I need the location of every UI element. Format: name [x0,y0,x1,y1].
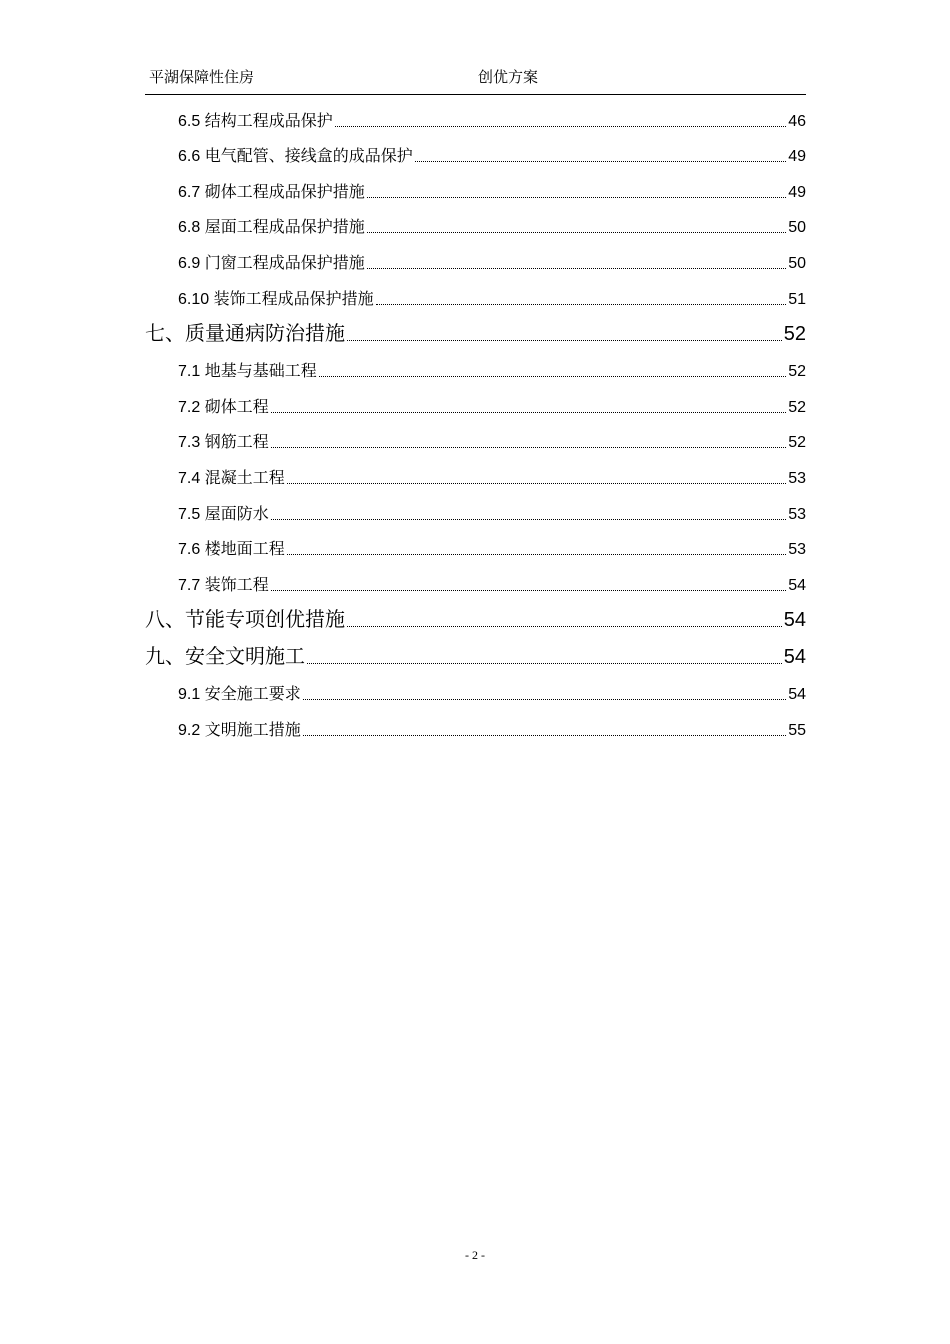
toc-chapter-entry[interactable] [145,633,806,670]
toc-entry-page: 53 [788,505,806,523]
toc-section-entry[interactable] [145,167,806,203]
toc-section-entry[interactable] [145,382,806,418]
toc-entry-title: 6.9 门窗工程成品保护措施 [178,254,365,272]
toc-entry-title: 6.5 结构工程成品保护 [178,112,333,130]
toc-dot-leader [271,590,787,591]
toc-entry-title: 7.5 屋面防水 [178,505,269,523]
toc-section-entry[interactable] [145,203,806,239]
toc-dot-leader [376,304,787,305]
toc-dot-leader [271,519,787,520]
page-number: - 2 - [465,1248,485,1262]
toc-dot-leader [335,126,787,127]
toc-entry-page: 52 [788,434,806,452]
toc-entry-page: 52 [788,363,806,381]
toc-dot-leader [415,161,787,162]
toc-dot-leader [271,412,787,413]
toc-entry-page: 53 [788,541,806,559]
toc-entry-title: 7.6 楼地面工程 [178,541,285,559]
toc-entry-page: 53 [788,469,806,487]
toc-entry-title: 9.2 文明施工措施 [178,721,301,739]
toc-entry-page: 52 [788,398,806,416]
toc-entry-page: 55 [788,721,806,739]
toc-section-entry[interactable] [145,560,806,596]
toc-dot-leader [303,735,787,736]
toc-entry-page: 50 [788,219,806,237]
toc-entry-page: 54 [783,608,806,631]
toc-entry-page: 54 [788,686,806,704]
toc-chapter-entry[interactable] [145,310,806,347]
header-document-title: 创优方案 [478,70,539,86]
toc-section-entry[interactable] [145,705,806,741]
toc-entry-page: 46 [788,112,806,130]
toc-section-entry[interactable] [145,418,806,454]
toc-entry-title: 7.1 地基与基础工程 [178,363,317,381]
toc-entry-title: 6.8 屋面工程成品保护措施 [178,219,365,237]
toc-section-entry[interactable] [145,453,806,489]
toc-dot-leader [319,376,787,377]
table-of-contents [145,96,806,741]
toc-entry-title: 7.4 混凝土工程 [178,469,285,487]
page-header [145,62,806,95]
toc-section-entry[interactable] [145,525,806,561]
toc-dot-leader [287,554,787,555]
toc-entry-title: 九、安全文明施工 [145,645,305,668]
toc-chapter-entry[interactable] [145,596,806,633]
toc-section-entry[interactable] [145,670,806,706]
toc-dot-leader [287,483,787,484]
toc-section-entry[interactable] [145,132,806,168]
toc-section-entry[interactable] [145,96,806,132]
toc-section-entry[interactable] [145,347,806,383]
toc-entry-title: 七、质量通病防治措施 [145,322,345,345]
toc-entry-page: 52 [783,322,806,345]
toc-entry-title: 6.7 砌体工程成品保护措施 [178,183,365,201]
toc-entry-page: 50 [788,254,806,272]
toc-section-entry[interactable] [145,238,806,274]
toc-dot-leader [271,447,787,448]
toc-entry-title: 6.10 装饰工程成品保护措施 [178,290,374,308]
toc-entry-title: 9.1 安全施工要求 [178,686,301,704]
toc-entry-title: 八、节能专项创优措施 [145,608,345,631]
toc-section-entry[interactable] [145,274,806,310]
toc-entry-title: 6.6 电气配管、接线盒的成品保护 [178,148,413,166]
toc-entry-title: 7.7 装饰工程 [178,576,269,594]
toc-dot-leader [347,340,782,341]
toc-entry-title: 7.2 砌体工程 [178,398,269,416]
toc-dot-leader [367,232,787,233]
toc-dot-leader [307,663,782,664]
toc-entry-title: 7.3 钢筋工程 [178,434,269,452]
toc-dot-leader [347,626,782,627]
toc-entry-page: 51 [788,290,806,308]
toc-entry-page: 49 [788,183,806,201]
toc-dot-leader [367,197,787,198]
toc-dot-leader [303,699,787,700]
toc-dot-leader [367,268,787,269]
toc-entry-page: 54 [788,576,806,594]
header-project-name: 平湖保障性住房 [149,70,255,86]
toc-section-entry[interactable] [145,489,806,525]
toc-entry-page: 54 [783,645,806,668]
toc-entry-page: 49 [788,148,806,166]
